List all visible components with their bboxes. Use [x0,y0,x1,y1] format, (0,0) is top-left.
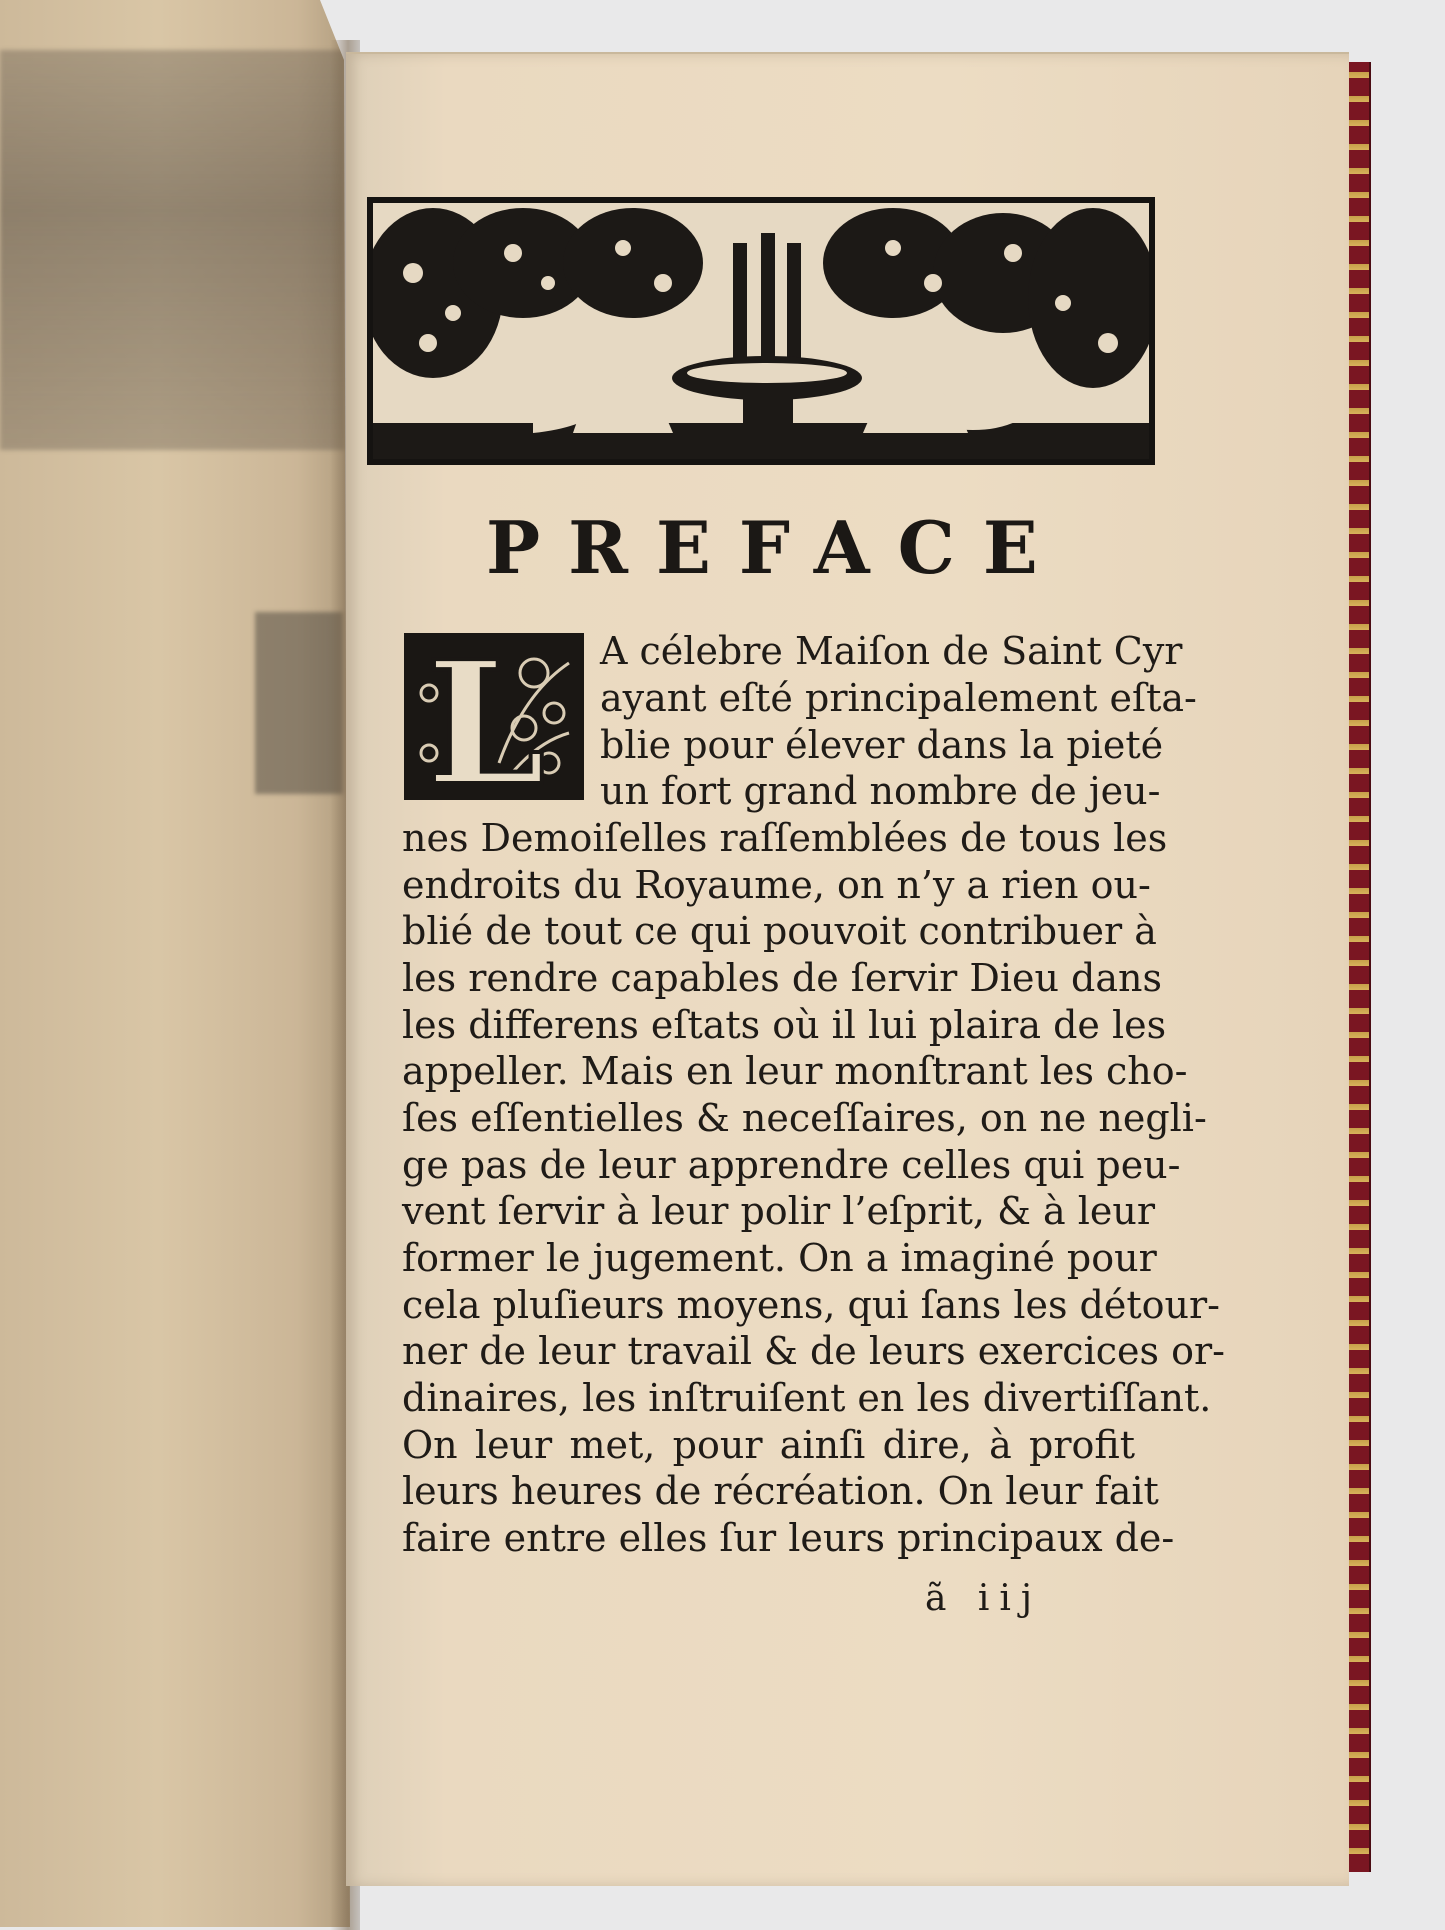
text-line: On leur met, pour ainſi dire, à profit [402,1423,1135,1467]
text-line: les differens eſtats où il lui plaira de les [402,1003,1167,1047]
text-line: cela pluſieurs moyens, qui ſans les détour- [402,1283,1221,1327]
drop-initial-ornament [404,633,584,800]
text-line: endroits du Royaume, on n’y a rien ou- [402,863,1151,907]
text-line: ayant eſté principalement eſta- [600,676,1197,720]
text-line: faire entre elles ſur leurs principaux de- [402,1516,1175,1560]
woodcut-illustration [373,203,1149,459]
text-line: blie pour élever dans la pieté [600,723,1164,767]
facing-page-woodcut-showthrough [0,50,345,450]
text-line: ner de leur travail & de leurs exercices or- [402,1329,1225,1373]
text-line: appeller. Mais en leur monſtrant les cho- [402,1049,1188,1093]
drop-initial [404,633,584,800]
text-line: vent ſervir à leur polir l’eſprit, & à leur [402,1189,1155,1233]
text-line: un fort grand nombre de jeu- [600,769,1161,813]
text-line: blié de tout ce qui pouvoit contribuer à [402,909,1157,953]
text-line: former le jugement. On a imaginé pour [402,1236,1157,1280]
text-line: A célebre Maiſon de Saint Cyr [600,629,1183,673]
facing-page-left [0,0,350,1927]
text-line: ſes eſſentielles & neceſſaires, on ne negli- [402,1096,1207,1140]
drop-initial-letter: L [426,633,546,800]
headpiece-woodcut [367,197,1155,465]
text-line: ge pas de leur apprendre celles qui peu- [402,1143,1181,1187]
signature-mark: ã iij [925,1578,1043,1619]
page-title: PREFACE [486,505,1066,590]
text-line: dinaires, les inſtruiſent en les divertiſſant. [402,1376,1212,1420]
text-line: leurs heures de récréation. On leur fait [402,1469,1159,1513]
text-line: les rendre capables de ſervir Dieu dans [402,956,1162,1000]
text-line: nes Demoiſelles raſſemblées de tous les [402,816,1168,860]
